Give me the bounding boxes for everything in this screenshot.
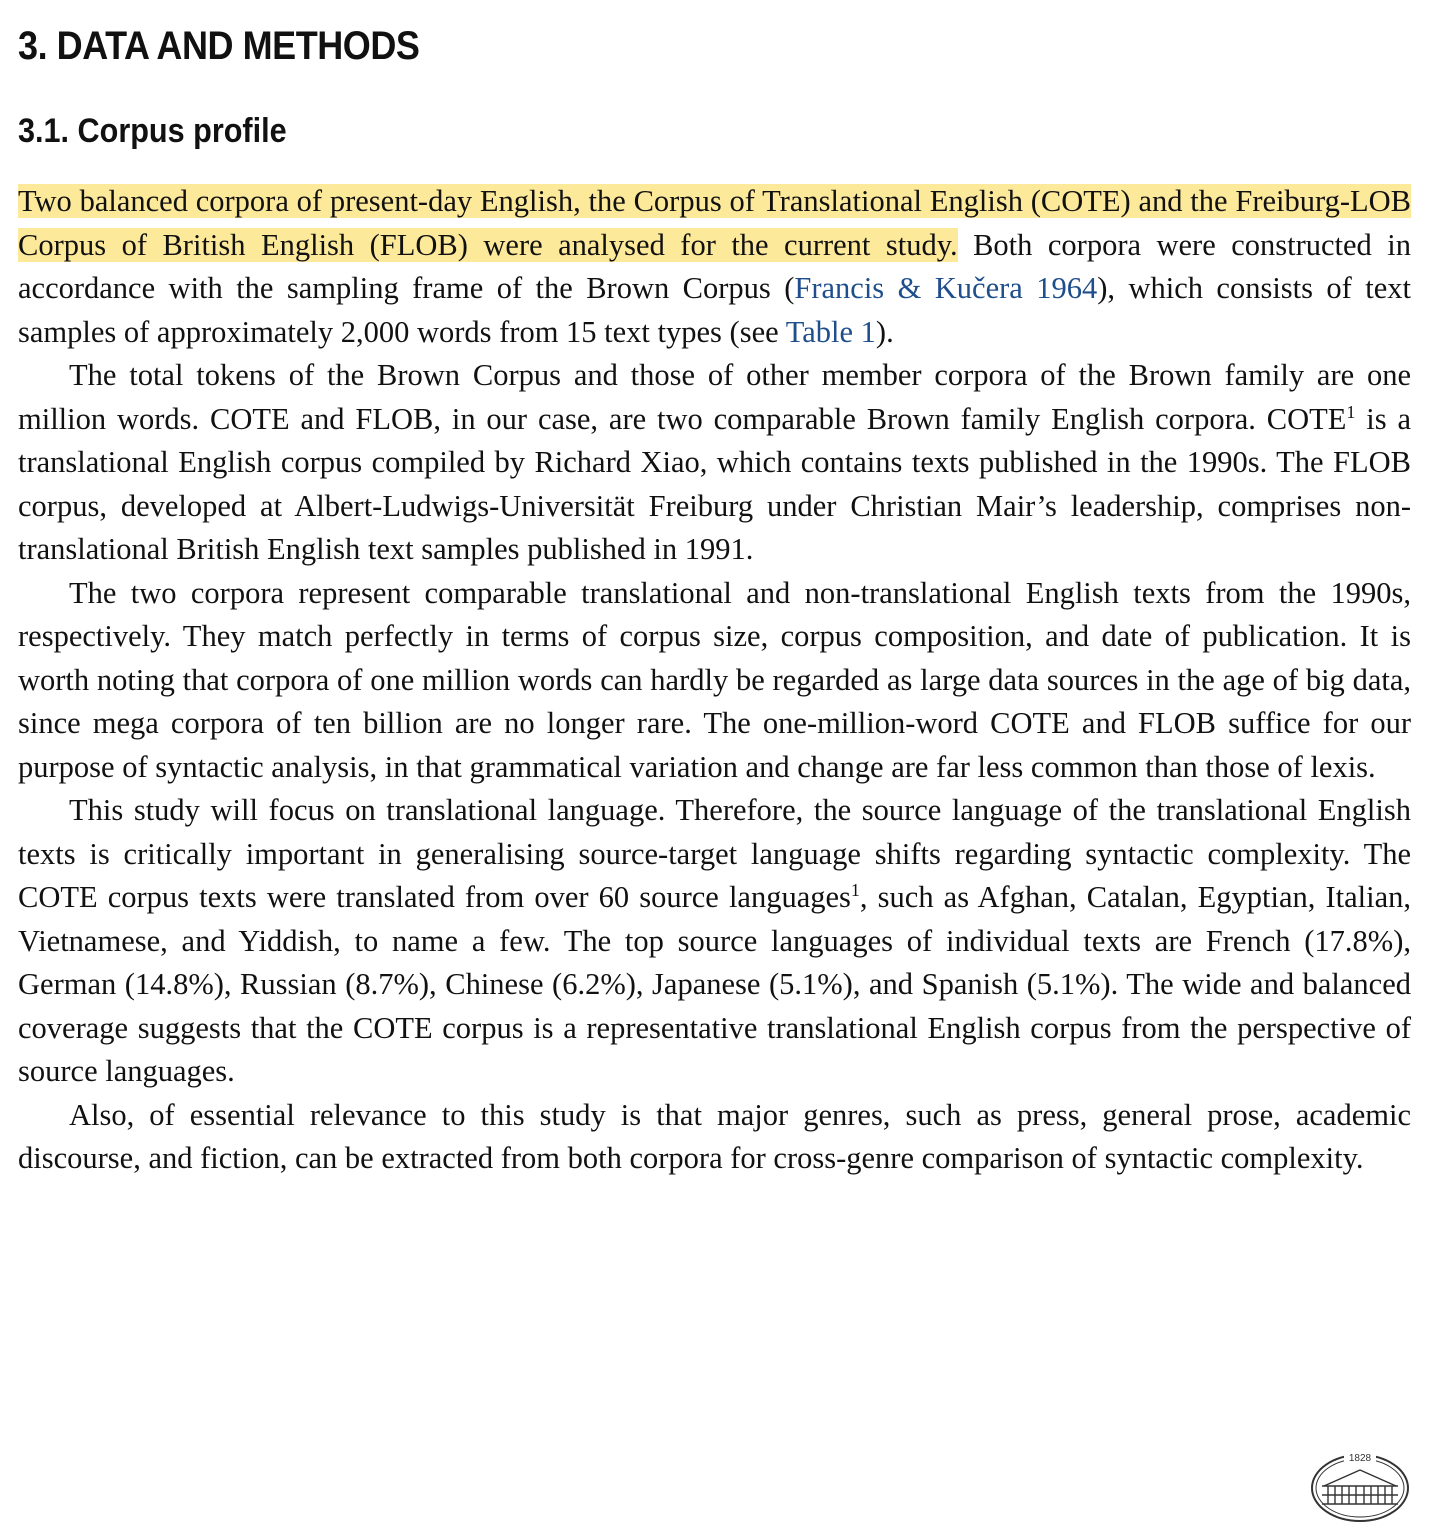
paragraph-1: [18, 180, 1411, 354]
paragraph-4-text-a: This study will focus on translational language. Therefore, the source language of the translational English texts is critically important in generalising source-target language shifts regarding syntactic complexity. The COTE corpus texts were translated from over 60 source languages: [18, 793, 1411, 914]
paragraph-2: [18, 354, 1411, 572]
citation-link-francis-kucera[interactable]: Francis & Kučera 1964: [794, 271, 1098, 305]
logo-year: 1828: [1348, 1453, 1372, 1464]
section-heading: 3. DATA AND METHODS: [18, 24, 420, 68]
institution-logo: [1310, 1446, 1410, 1524]
footnote-marker[interactable]: 1: [850, 879, 860, 900]
paragraph-1-text-a: Both corpora were constructed in accordance with the sampling frame of the Brown Corpus (: [18, 227, 1411, 305]
paragraph-2-text-a: The total tokens of the Brown Corpus and those of other member corpora of the Brown family are one million words. COTE and FLOB, in our case, are two comparable Brown family English corpora. COTE: [18, 358, 1411, 436]
paragraph-5: Also, of essential relevance to this study is that major genres, such as press, general prose, academic discourse, and fiction, can be extracted from both corpora for cross-genre comparison of syntactic complexity.: [18, 1097, 1411, 1175]
paragraph-1-text-c: ).: [875, 314, 894, 349]
footnote-marker[interactable]: 1: [1346, 401, 1356, 422]
paragraph-2-text-b: is a translational English corpus compiled by Richard Xiao, which contains texts published in the 1990s. The FLOB corpus, developed at Albert-Ludwigs-Universität Freiburg under Christian Mair’s leadership, comprises non-translational British English text samples published in 1991.: [18, 401, 1411, 566]
subsection-heading: 3.1. Corpus profile: [18, 112, 287, 150]
highlighted-sentence[interactable]: Two balanced corpora of present-day English, the Corpus of Translational English (COTE) and the Freiburg-LOB Corpus of British English (FLOB) were analysed for the current study.: [18, 184, 1411, 262]
paragraph-1-text-b: ), which consists of text samples of approximately 2,000 words from 15 text types (see: [18, 271, 1411, 349]
table-1-link[interactable]: Table 1: [785, 314, 876, 349]
paragraph-3: The two corpora represent comparable translational and non-translational English texts from the 1990s, respectively. They match perfectly in terms of corpus size, corpus composition, and date of publication. It is worth noting that corpora of one million words can hardly be regarded as large data sources in the age of big data, since mega corpora of ten billion are no longer rare. The one-million-word COTE and FLOB suffice for our purpose of syntactic analysis, in that grammatical variation and change are far less common than those of lexis.: [18, 575, 1411, 784]
paragraph-4: [18, 789, 1411, 1094]
paragraph-4-text-b: , such as Afghan, Catalan, Egyptian, Italian, Vietnamese, and Yiddish, to name a few. The top source languages of individual texts are French (17.8%), German (14.8%), Russian (8.7%), Chinese (6.2%), Japanese (5.1%), and Spanish (5.1%). The wide and balanced coverage suggests that the COTE corpus is a representative translational English corpus from the perspective of source languages.: [18, 880, 1411, 1088]
body-text: [18, 180, 1411, 1181]
